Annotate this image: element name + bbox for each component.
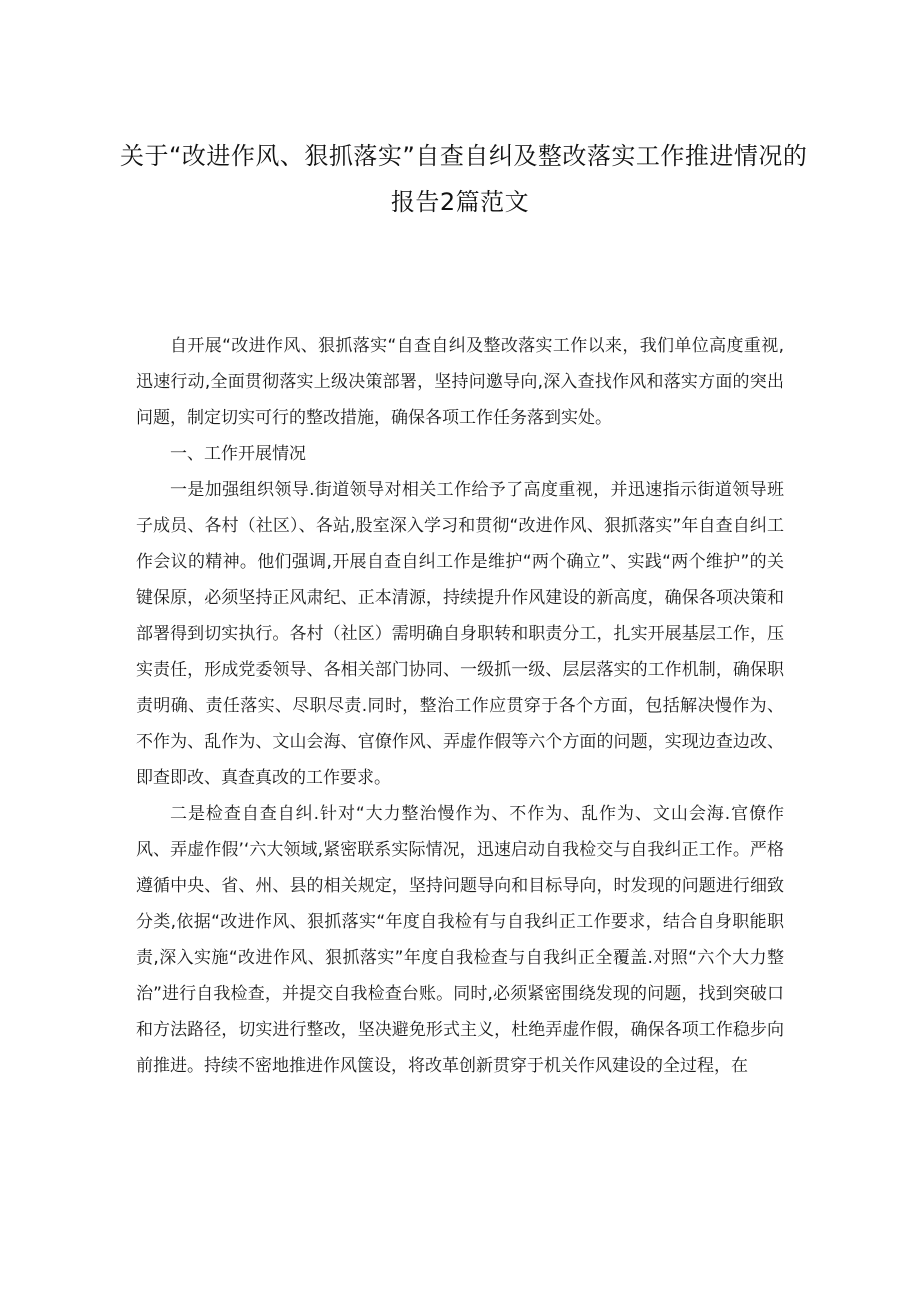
paragraph-intro: 自开展“改进作风、狠抓落实“自查自纠及整改落实工作以来，我们单位高度重视,迅速行动,全面贯彻落实上级决策部署，坚持问邀导向,深入查找作风和落实方面的突出问题，制定切实可行的整改措施，确保各项工作任务落到实处。 [136, 336, 784, 428]
paragraph-self-inspection: 二是检查自查自纠.针对“大力整治慢作为、不作为、乱作为、文山会海.官僚作风、弄虚作假’‘六大领域,紧密联系实际情况，迅速启动自我检交与自我纠正工作。严格遵循中央、省、州、县的相关规定，坚持问题导向和目标导向，时发现的问题进行细致分类,依据“改进作风、狠抓落实“年度自我检有与自我纠正工作要求，结合自身职能职责,深入实施“改进作风、狠抓落实”年度自我检查与自我纠正全覆盖.对照“六个大力整治”进行自我检查，并提交自我检查台账。同时,必须紧密围绕发现的问题，找到突破口和方法路径，切实进行整改，坚决避免形式主义，杜绝弄虚作假，确保各项工作稳步向前推进。持续不密地推进作风箧设，将改革创新贯穿于机关作风建设的全过程，在 [136, 804, 784, 1076]
paragraph-organization-leadership: 一是加强组织领导.街道领导对相关工作给予了高度重视，并迅速指示街道领导班子成员、各村（社区）、各站,股室深入学习和贯彻“改进作风、狠抓落实”年自查自纠工作会议的精神。他们强调,开展自查自纠工作是维护“两个确立”、实践“两个维护”的关键保原，必须坚持正风肃纪、正本清源，持续提升作风建设的新高度，确保各项决策和部署得到切实执行。各村（社区）需明确自身职转和职责分工，扎实开展基层工作，压实责任，形成党委领导、各相关部门协同、一级抓一级、层层落实的工作机制，确保职责明确、责任落实、尽职尽责.同时，整治工作应贯穿于各个方面，包括解决慢作为、不作为、乱作为、文山会海、官僚作风、弄虚作假等六个方面的问题，实现边查边改、即查即改、真查真改的工作要求。 [136, 480, 784, 788]
document-title-line-1: 关于“改进作风、狠抓落实”自查自纠及整改落实工作推进情况的 [120, 142, 808, 170]
section-heading-work-status: 一、工作开展情况 [170, 444, 306, 464]
document-body [136, 328, 784, 1084]
document-title-line-2: 报告2篇范文 [390, 188, 530, 216]
